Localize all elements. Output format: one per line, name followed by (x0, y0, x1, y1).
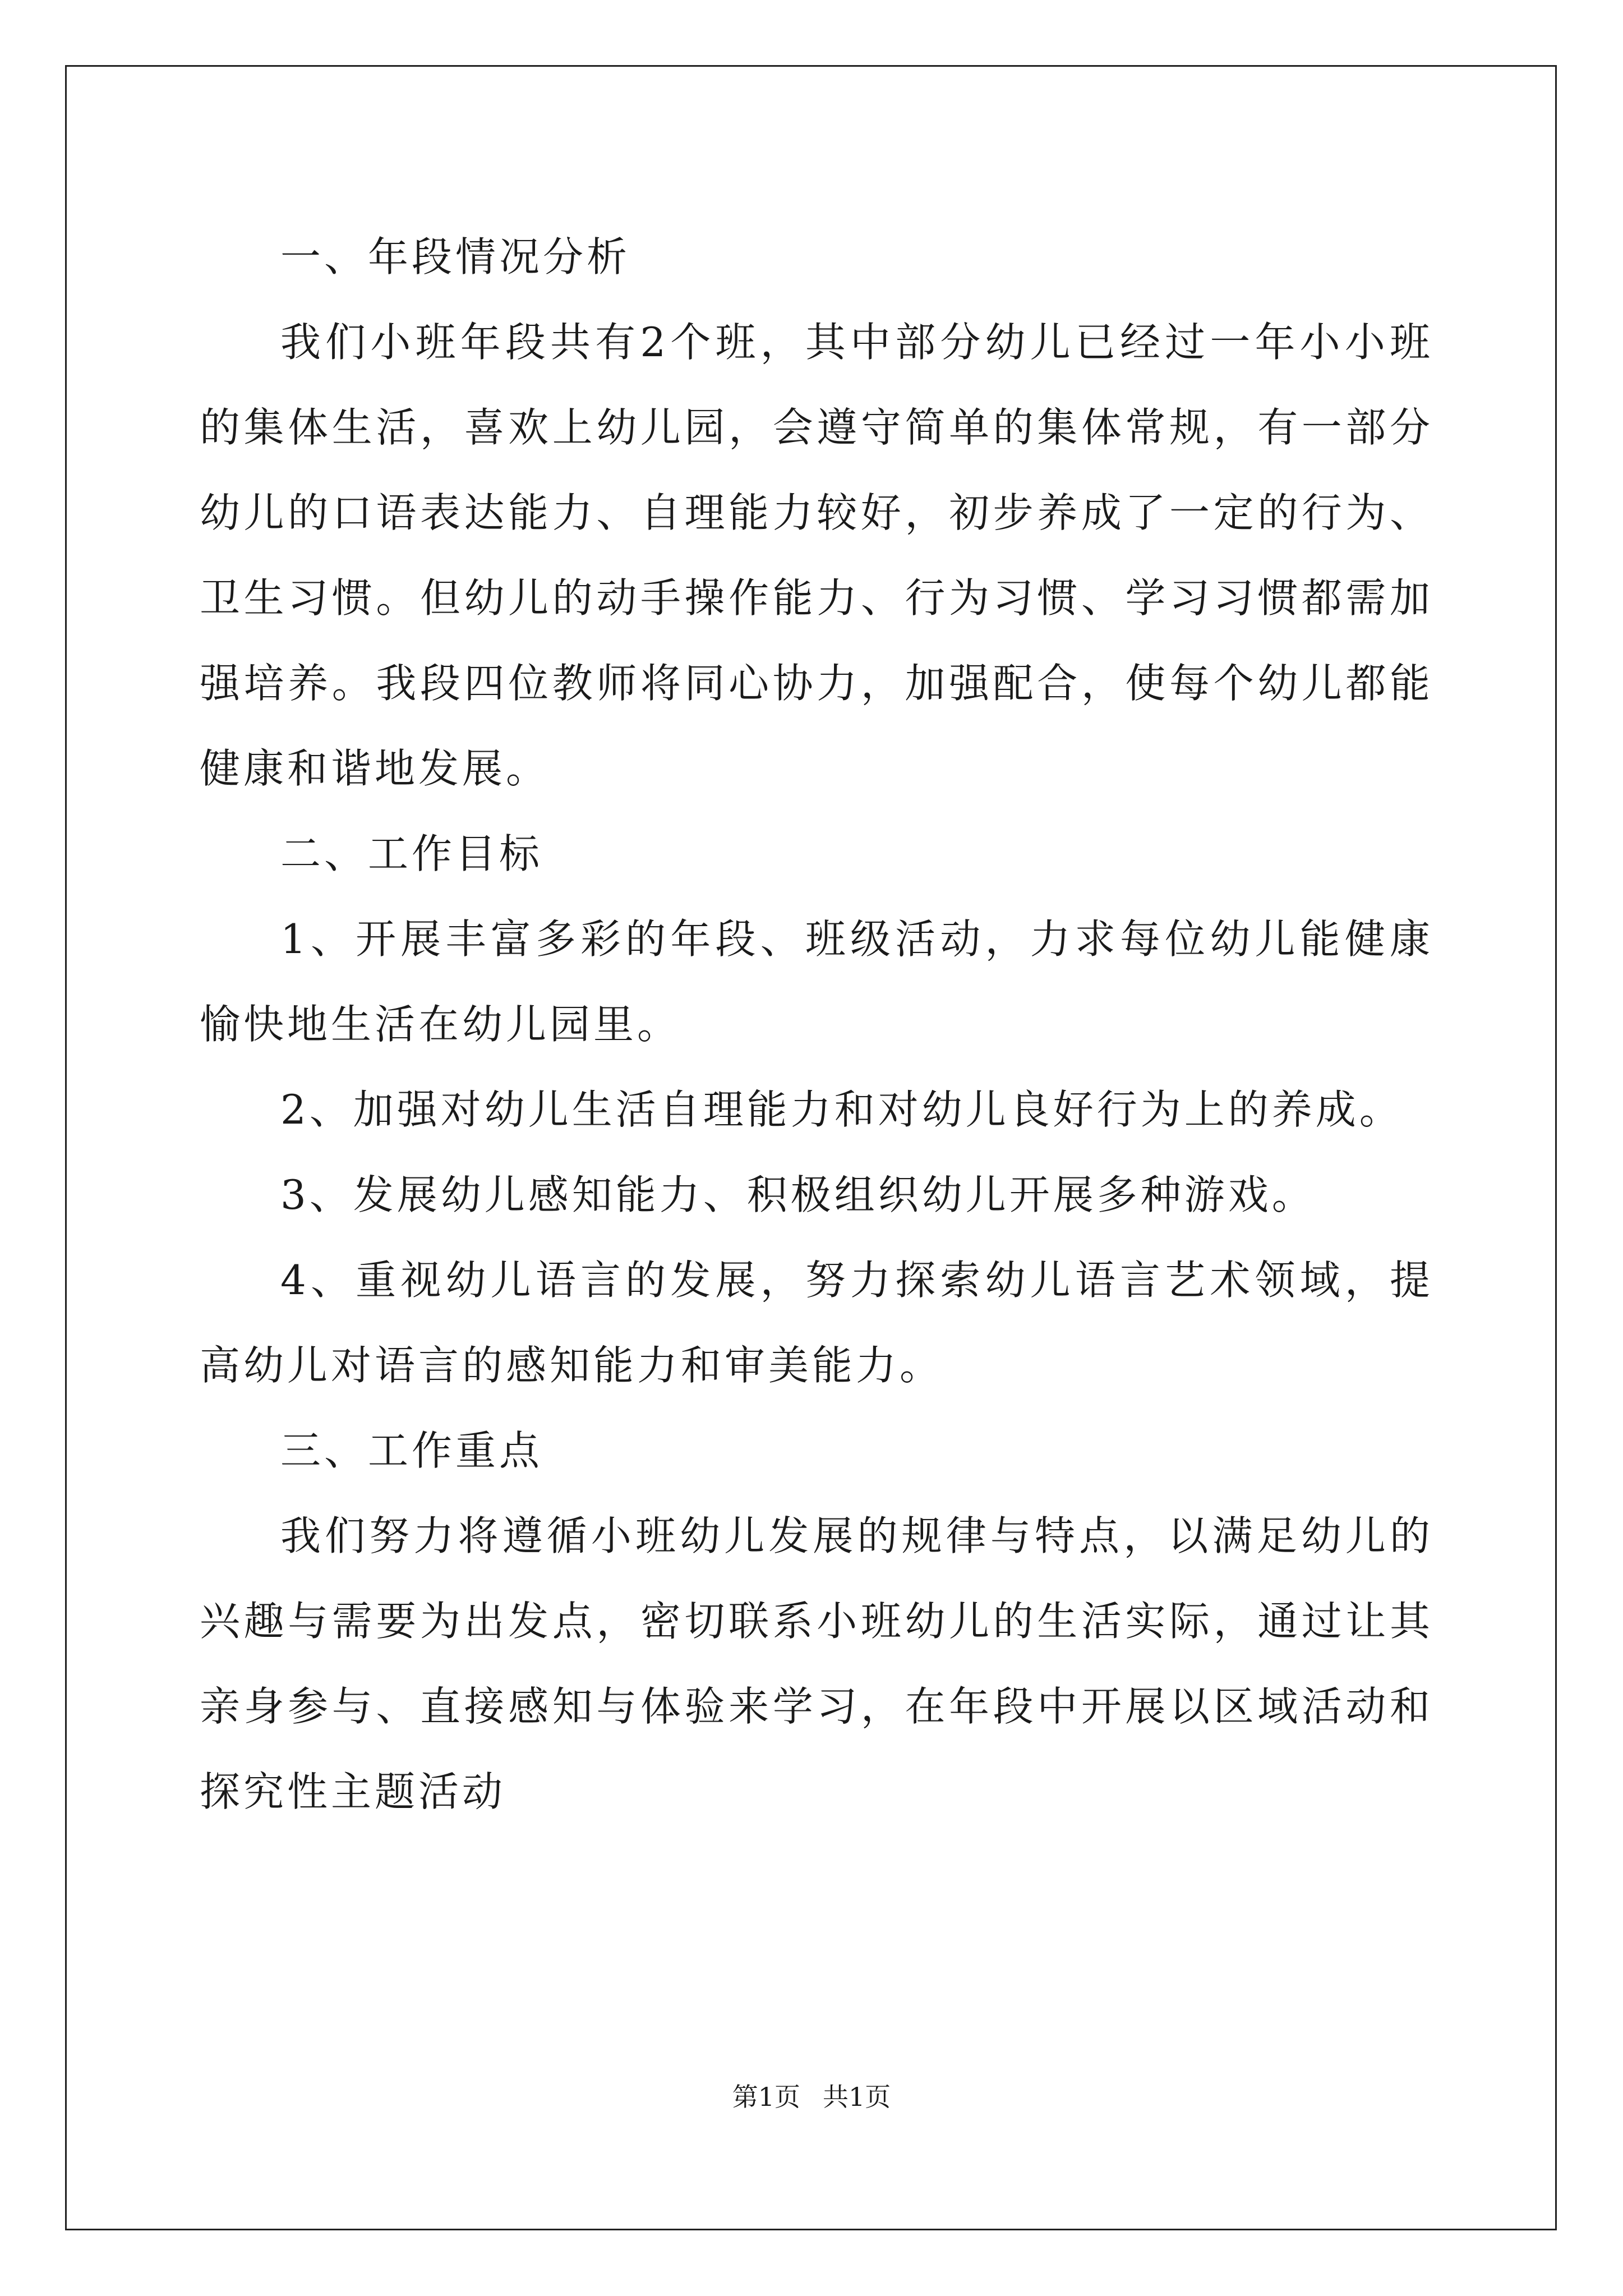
document-body (200, 214, 1433, 1834)
paragraph-work-focus: 我们努力将遵循小班幼儿发展的规律与特点，以满足幼儿的兴趣与需要为出发点，密切联系小班幼儿的生活实际，通过让其亲身参与、直接感知与体验来学习，在年段中开展以区域活动和探究性主题活动 (200, 1512, 1433, 1815)
section-heading-situation-analysis: 一、年段情况分析 (280, 233, 631, 280)
page-footer (0, 2080, 1623, 2114)
page-number: 第1页 (732, 2082, 800, 2112)
goal-item-2: 2、加强对幼儿生活自理能力和对幼儿良好行为上的养成。 (280, 1086, 1403, 1133)
goal-item-3: 3、发展幼儿感知能力、积极组织幼儿开展多种游戏。 (280, 1171, 1316, 1218)
goal-item-1: 1、开展丰富多彩的年段、班级活动，力求每位幼儿能健康愉快地生活在幼儿园里。 (200, 915, 1433, 1048)
section-heading-work-goals: 二、工作目标 (280, 830, 543, 877)
goal-item-4: 4、重视幼儿语言的发展，努力探索幼儿语言艺术领域，提高幼儿对语言的感知能力和审美能力。 (200, 1257, 1433, 1389)
page-total: 共1页 (823, 2082, 891, 2112)
section-heading-work-focus: 三、工作重点 (280, 1427, 543, 1474)
paragraph-situation-analysis: 我们小班年段共有2个班，其中部分幼儿已经过一年小小班的集体生活，喜欢上幼儿园，会遵守简单的集体常规，有一部分幼儿的口语表达能力、自理能力较好，初步养成了一定的行为、卫生习惯。但幼儿的动手操作能力、行为习惯、学习习惯都需加强培养。我段四位教师将同心协力，加强配合，使每个幼儿都能健康和谐地发展。 (200, 319, 1433, 792)
